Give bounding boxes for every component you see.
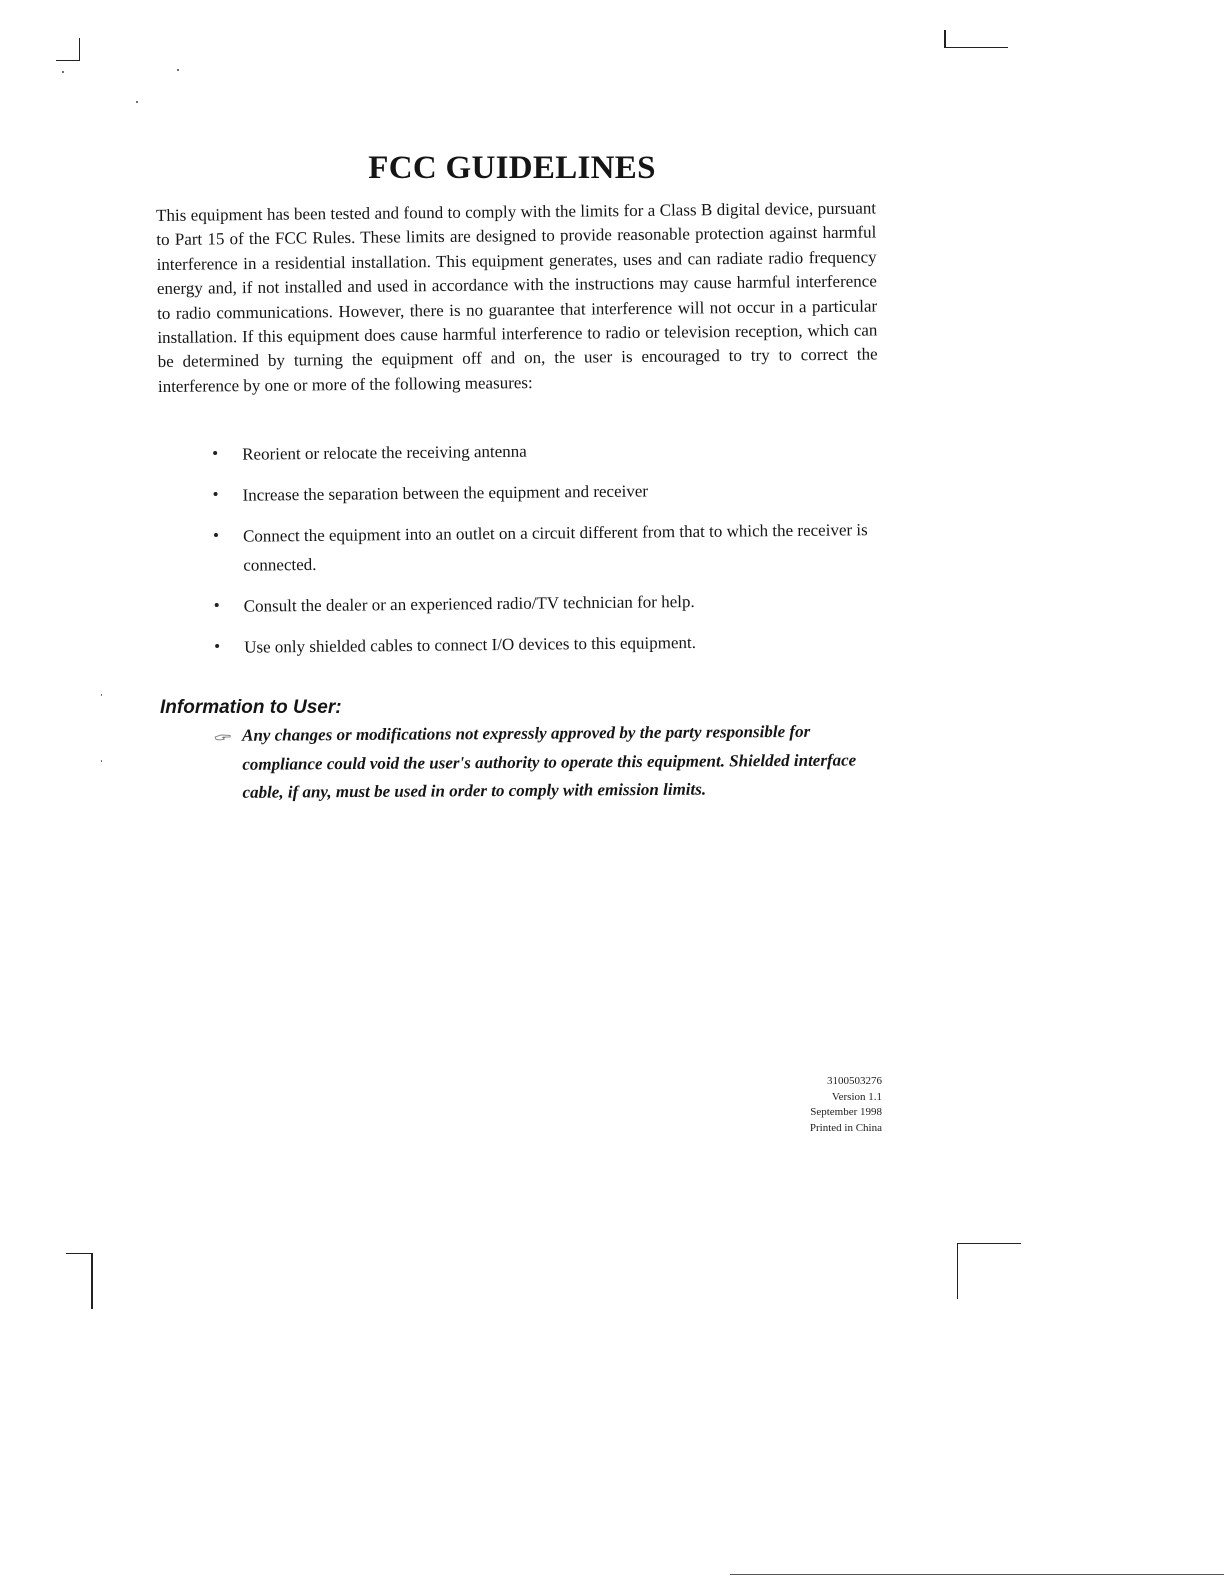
scan-speck <box>136 101 138 103</box>
print-date: September 1998 <box>810 1106 882 1118</box>
page-title: FCC GUIDELINES <box>368 150 656 186</box>
scan-speck <box>101 694 102 696</box>
bullet-icon <box>215 603 219 607</box>
crop-mark-top-left <box>56 60 80 61</box>
info-notice-text: Any changes or modifications not expressly approved by the party responsible for compliance could void the user's authority to operate this equipment. Shielded interface cable, if any, must be used in order to comply with emission limits. <box>242 721 857 802</box>
crop-mark-top-right <box>944 30 946 48</box>
crop-mark-bottom-right <box>957 1243 958 1299</box>
crop-mark-bottom-left <box>66 1253 92 1254</box>
bullet-icon <box>213 451 217 455</box>
list-item <box>212 433 892 469</box>
list-item <box>214 626 894 662</box>
scan-edge-line <box>730 1574 1224 1575</box>
scan-speck <box>101 760 102 762</box>
measure-text: Increase the separation between the equipment and receiver <box>242 481 649 505</box>
measure-text: Reorient or relocate the receiving antenna <box>242 441 527 464</box>
measures-list <box>212 433 894 674</box>
version-label: Version 1.1 <box>831 1090 882 1103</box>
scan-speck <box>62 71 64 73</box>
bullet-icon <box>214 533 218 537</box>
measure-text: Connect the equipment into an outlet on a circuit different from that to which the receiver is connected. <box>242 520 868 575</box>
crop-mark-bottom-right <box>957 1243 1021 1244</box>
print-info <box>740 1074 882 1136</box>
bullet-icon <box>214 492 218 496</box>
crop-mark-bottom-left <box>91 1253 93 1309</box>
measure-text: Use only shielded cables to connect I/O devices to this equipment. <box>244 632 697 657</box>
info-heading: Information to User: <box>160 697 342 718</box>
part-number: 3100503276 <box>827 1075 882 1087</box>
printed-location: Printed in China <box>809 1121 882 1134</box>
intro-paragraph: This equipment has been tested and found to comply with the limits for a Class B digital device, pursuant to Part 15 of the FCC Rules. These limits are designed to provide reasonable protection against harmful interference in a residential installation. This equipment generates, uses and can radiate radio frequency energy and, if not installed and used in accordance with the instructions may cause harmful interference to radio communications. However, there is no guarantee that interference will not occur in a particular installation. If this equipment does cause harmful interference to radio or television reception, which can be determined by turning the equipment off and on, the user is encouraged to try to correct the interference by one or more of the following measures: <box>156 198 878 396</box>
crop-mark-top-right <box>944 47 1008 48</box>
bullet-icon <box>215 644 219 648</box>
crop-mark-top-left <box>79 38 80 60</box>
list-item <box>212 474 892 510</box>
list-item <box>214 585 894 621</box>
measure-text: Consult the dealer or an experienced radio/TV technician for help. <box>243 591 695 616</box>
scan-speck <box>177 69 179 71</box>
pointing-hand-icon <box>214 732 232 742</box>
info-notice <box>214 717 895 807</box>
list-item <box>213 515 894 580</box>
